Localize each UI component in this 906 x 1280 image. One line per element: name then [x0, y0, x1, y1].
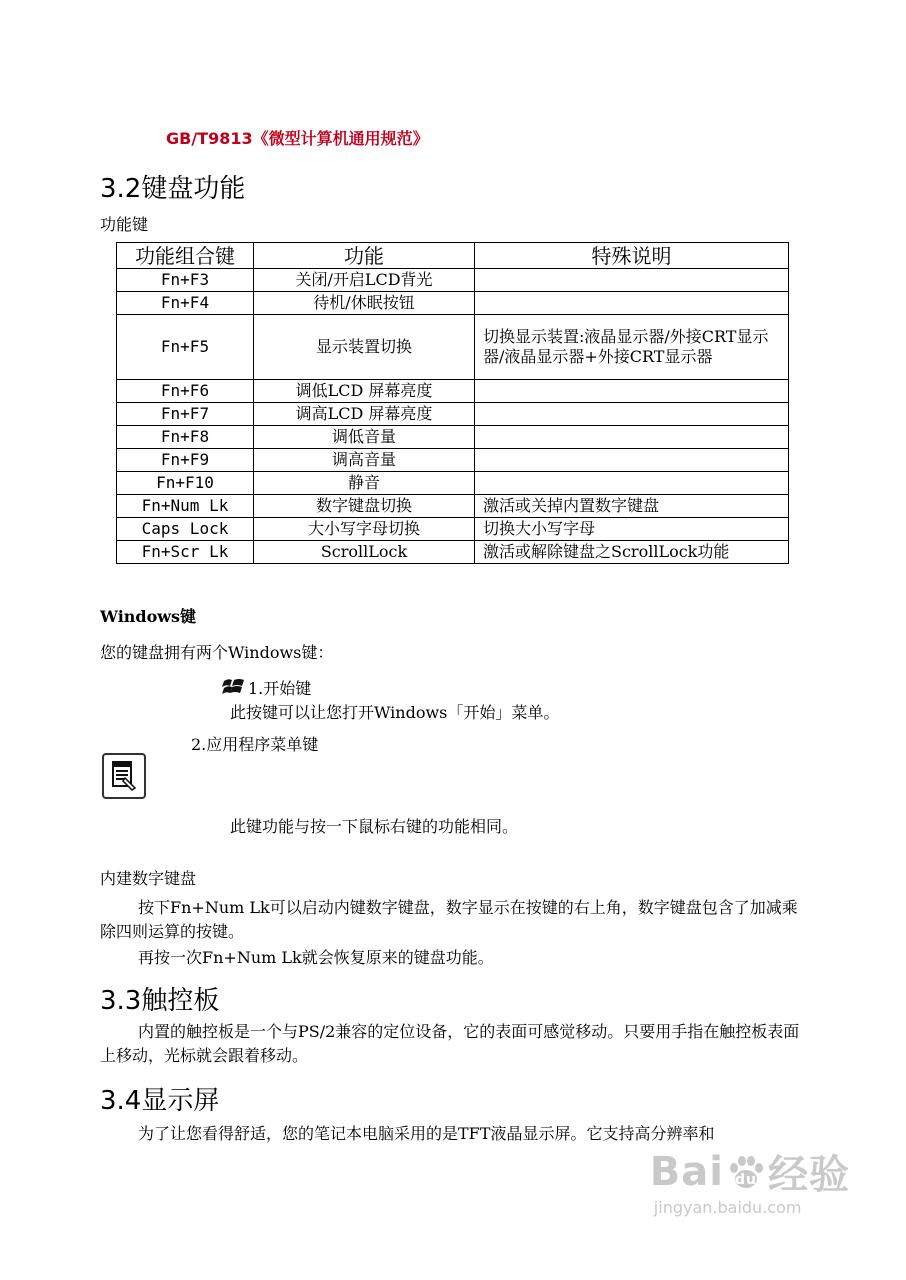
baidu-jingyan-watermark — [650, 1143, 850, 1217]
cell-note — [475, 292, 789, 315]
numpad-label: 内建数字键盘 — [100, 869, 197, 888]
standard-reference: GB/T9813《微型计算机通用规范》 — [166, 129, 429, 148]
cell-keys: Fn+Scr Lk — [117, 541, 254, 564]
start-key-desc: 此按键可以让您打开Windows「开始」菜单。 — [230, 703, 560, 722]
function-keys-label: 功能键 — [100, 215, 149, 234]
cell-keys: Fn+F10 — [117, 472, 254, 495]
cell-keys: Fn+F7 — [117, 403, 254, 426]
heading-keyboard: 3.2键盘功能 — [100, 174, 246, 204]
cell-function: 数字键盘切换 — [254, 495, 475, 518]
table-row — [117, 403, 789, 426]
app-key-desc: 此键功能与按一下鼠标右键的功能相同。 — [230, 817, 519, 836]
cell-note: 激活或解除键盘之ScrollLock功能 — [475, 541, 789, 564]
cell-note: 切换大小写字母 — [475, 518, 789, 541]
start-key-title-row — [222, 676, 311, 700]
numpad-paragraph-1: 按下Fn+Num Lk可以启动内键数字键盘，数字显示在按键的右上角，数字键盘包含了加减乘除四则运算的按键。 — [100, 898, 798, 941]
windows-intro: 您的键盘拥有两个Windows键： — [100, 643, 334, 662]
table-row — [117, 269, 789, 292]
cell-function: 调低LCD 屏幕亮度 — [254, 380, 475, 403]
watermark-brand — [650, 1143, 850, 1200]
cell-function: 调高音量 — [254, 449, 475, 472]
paw-icon — [726, 1152, 766, 1192]
table-row — [117, 380, 789, 403]
watermark-brand-right: 经验 — [768, 1152, 850, 1198]
cell-function: 大小写字母切换 — [254, 518, 475, 541]
table-row — [117, 315, 789, 380]
cell-function: 关闭/开启LCD背光 — [254, 269, 475, 292]
cell-keys: Caps Lock — [117, 518, 254, 541]
watermark-url: jingyan.baidu.com — [653, 1198, 802, 1217]
cell-keys: Fn+F9 — [117, 449, 254, 472]
cell-note — [475, 449, 789, 472]
function-keys-table — [116, 242, 789, 564]
cell-note — [475, 403, 789, 426]
cell-note: 切换显示装置:液晶显示器/外接CRT显示器/液晶显示器+外接CRT显示器 — [475, 315, 789, 380]
windows-key-label: Windows键 — [100, 607, 197, 626]
cell-function: 待机/休眠按钮 — [254, 292, 475, 315]
heading-touchpad: 3.3触控板 — [100, 986, 220, 1016]
cell-keys: Fn+F8 — [117, 426, 254, 449]
table-row — [117, 426, 789, 449]
watermark-brand-left: Bai — [649, 1148, 724, 1195]
table-row — [117, 449, 789, 472]
application-menu-key-icon — [102, 753, 146, 799]
display-paragraph: 为了让您看得舒适，您的笔记本电脑采用的是TFT液晶显示屏。它支持高分辨率和 — [138, 1124, 715, 1143]
cell-keys: Fn+Num Lk — [117, 495, 254, 518]
cell-note: 激活或关掉内置数字键盘 — [475, 495, 789, 518]
cell-function: 调低音量 — [254, 426, 475, 449]
cell-function: 静音 — [254, 472, 475, 495]
app-key-title: 2.应用程序菜单键 — [191, 735, 319, 754]
cell-function: 显示装置切换 — [254, 315, 475, 380]
table-row — [117, 541, 789, 564]
table-row — [117, 518, 789, 541]
table-row — [117, 472, 789, 495]
cell-function: 调高LCD 屏幕亮度 — [254, 403, 475, 426]
cell-keys: Fn+F5 — [117, 315, 254, 380]
cell-keys: Fn+F4 — [117, 292, 254, 315]
cell-keys: Fn+F6 — [117, 380, 254, 403]
cell-function: ScrollLock — [254, 541, 475, 564]
touchpad-paragraph: 内置的触控板是一个与PS/2兼容的定位设备，它的表面可感觉移动。只要用手指在触控板表面上移动，光标就会跟着移动。 — [100, 1022, 800, 1065]
cell-keys: Fn+F3 — [117, 269, 254, 292]
table-row — [117, 292, 789, 315]
windows-logo-icon — [222, 678, 246, 700]
cell-note — [475, 472, 789, 495]
heading-display: 3.4显示屏 — [100, 1086, 220, 1116]
numpad-paragraph-2: 再按一次Fn+Num Lk就会恢复原来的键盘功能。 — [138, 948, 494, 967]
table-header-row — [117, 243, 789, 269]
start-key-title: 1.开始键 — [248, 679, 312, 698]
header-keys: 功能组合键 — [117, 243, 254, 269]
cell-note — [475, 426, 789, 449]
header-note: 特殊说明 — [475, 243, 789, 269]
header-function: 功能 — [254, 243, 475, 269]
cell-note — [475, 269, 789, 292]
svg-text:du: du — [735, 1171, 757, 1188]
table-row — [117, 495, 789, 518]
cell-note — [475, 380, 789, 403]
